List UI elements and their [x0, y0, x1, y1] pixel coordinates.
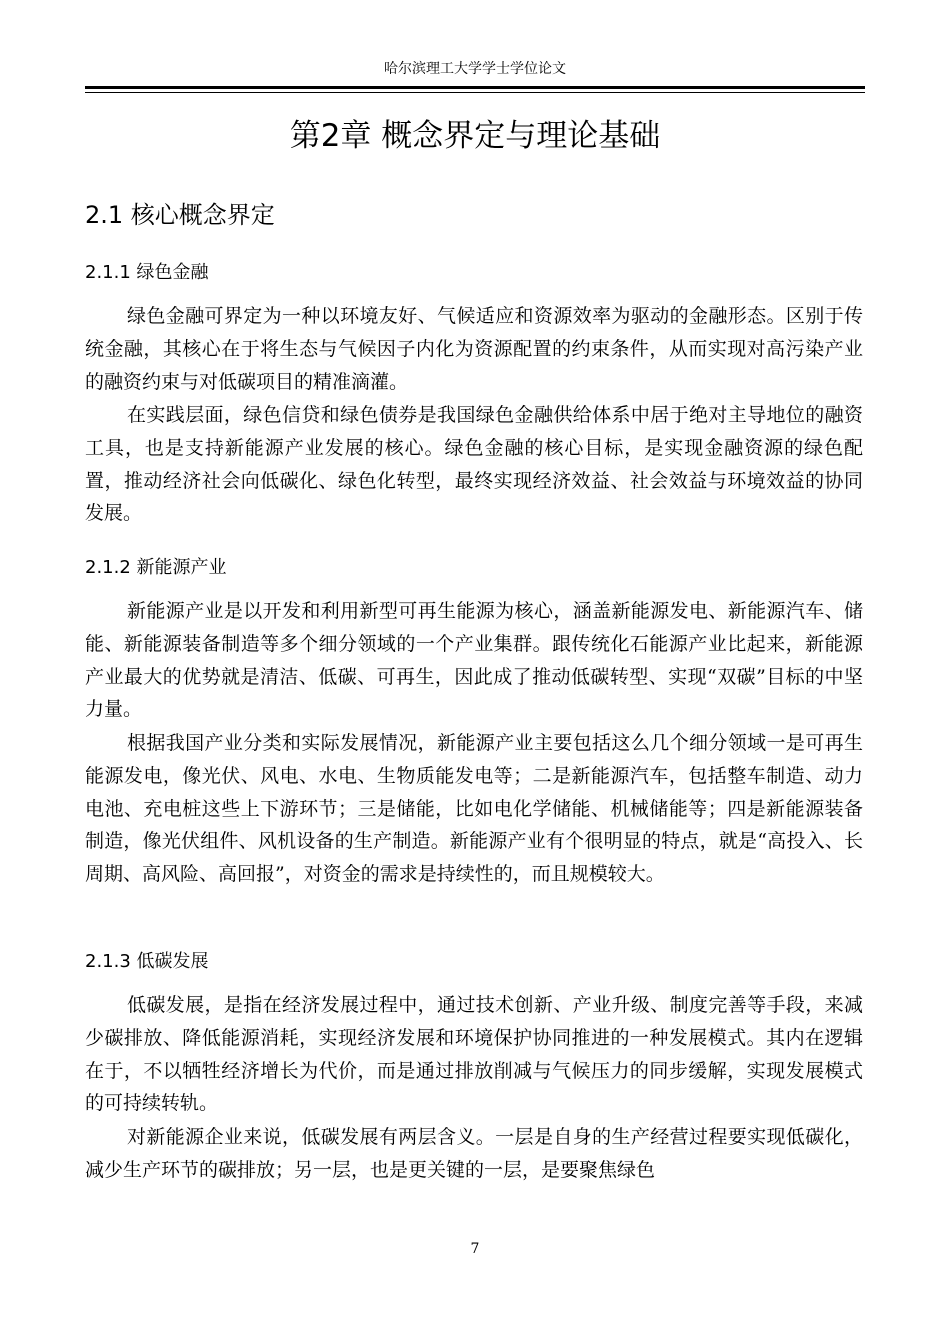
- subsection-title-low-carbon-development: 2.1.3 低碳发展: [85, 951, 209, 972]
- paragraph: 对新能源企业来说，低碳发展有两层含义。一层是自身的生产经营过程要实现低碳化，减少生产环节的碳排放；另一层，也是更关键的一层，是要聚焦绿色: [85, 1126, 863, 1181]
- running-header: 哈尔滨理工大学学士学位论文: [384, 61, 566, 77]
- section-title: 2.1 核心概念界定: [85, 201, 275, 229]
- paragraph: 低碳发展，是指在经济发展过程中，通过技术创新、产业升级、制度完善等手段，来减少碳排放、降低能源消耗，实现经济发展和环境保护协同推进的一种发展模式。其内在逻辑在于，不以牺牲经济增长为代价，而是通过排放削减与气候压力的同步缓解，实现发展模式的可持续转轨。: [85, 994, 863, 1115]
- paragraph: 根据我国产业分类和实际发展情况，新能源产业主要包括这么几个细分领域一是可再生能源发电，像光伏、风电、水电、生物质能发电等；二是新能源汽车，包括整车制造、动力电池、充电桩这些上下游环节；三是储能，比如电化学储能、机械储能等；四是新能源装备制造，像光伏组件、风机设备的生产制造。新能源产业有个很明显的特点，就是“高投入、长周期、高风险、高回报”，对资金的需求是持续性的，而且规模较大。: [85, 732, 863, 886]
- subsection-title-green-finance: 2.1.1 绿色金融: [85, 262, 209, 283]
- paragraph: 新能源产业是以开发和利用新型可再生能源为核心，涵盖新能源发电、新能源汽车、储能、新能源装备制造等多个细分领域的一个产业集群。跟传统化石能源产业比起来，新能源产业最大的优势就是清洁、低碳、可再生，因此成了推动低碳转型、实现“双碳”目标的中坚力量。: [85, 600, 863, 721]
- chapter-title: 第2章 概念界定与理论基础: [289, 118, 661, 154]
- paragraph: 在实践层面，绿色信贷和绿色债券是我国绿色金融供给体系中居于绝对主导地位的融资工具，也是支持新能源产业发展的核心。绿色金融的核心目标，是实现金融资源的绿色配置，推动经济社会向低碳化、绿色化转型，最终实现经济效益、社会效益与环境效益的协同发展。: [85, 404, 863, 525]
- header-rule-thin: [85, 92, 865, 93]
- subsection-title-new-energy-industry: 2.1.2 新能源产业: [85, 557, 227, 578]
- page-number: 7: [470, 1241, 480, 1257]
- header-rule-thick: [85, 86, 865, 89]
- paragraph: 绿色金融可界定为一种以环境友好、气候适应和资源效率为驱动的金融形态。区别于传统金融，其核心在于将生态与气候因子内化为资源配置的约束条件，从而实现对高污染产业的融资约束与对低碳项目的精准滴灌。: [85, 305, 863, 393]
